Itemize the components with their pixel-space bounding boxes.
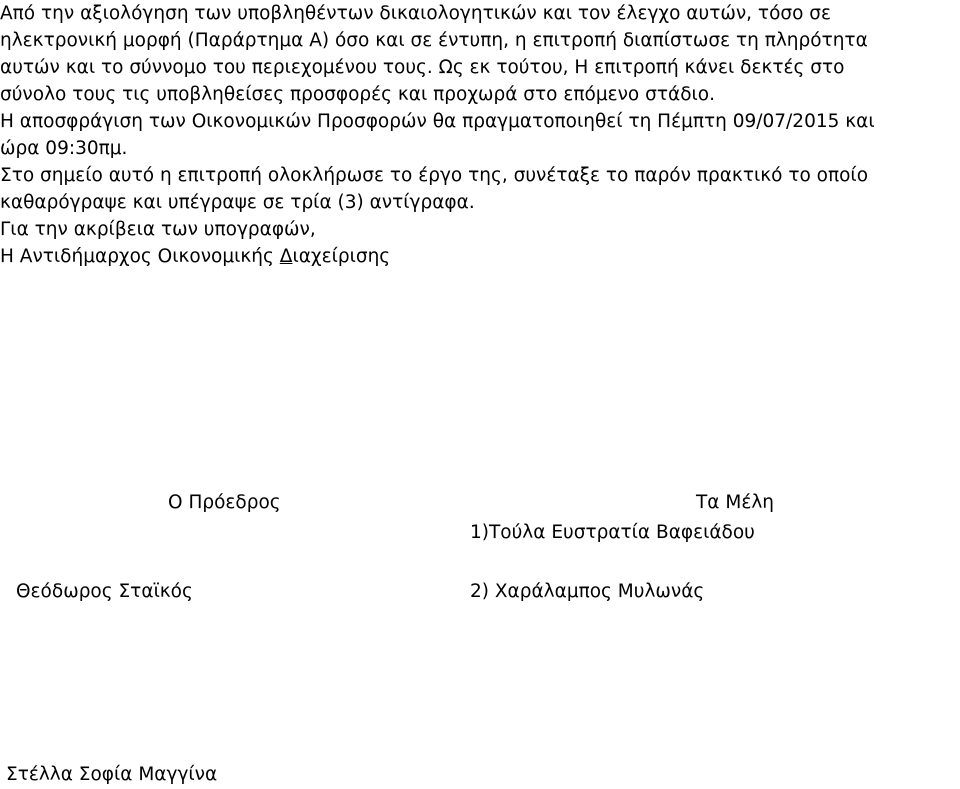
member-1-name: 1)Τούλα Ευστρατία Βαφειάδου bbox=[470, 522, 755, 543]
role-underlined-letter: Δ bbox=[279, 246, 293, 267]
certification-block bbox=[0, 216, 960, 270]
text-line: Στο σημείο αυτό η επιτροπή ολοκλήρωσε το έργο της, συνέταξε το παρόν πρακτικό το οποίο bbox=[0, 165, 869, 186]
president-name: Θεόδωρος Σταϊκός bbox=[16, 581, 193, 602]
text-line: Η αποσφράγιση των Οικονομικών Προσφορών θα πραγματοποιηθεί τη Πέμπτη 09/07/2015 και bbox=[0, 111, 875, 132]
member-2-name: 2) Χαράλαμπος Μυλωνάς bbox=[470, 581, 705, 602]
president-title: Ο Πρόεδρος bbox=[168, 492, 281, 513]
role-prefix: Η Αντιδήμαρχος Οικονομικής bbox=[0, 246, 280, 267]
paragraph-completion bbox=[0, 162, 960, 216]
text-line: ώρα 09:30πμ. bbox=[0, 138, 128, 159]
certifier-name: Στέλλα Σοφία Μαγγίνα bbox=[6, 764, 218, 785]
text-line: αυτών και το σύννομο του περιεχομένου τους. Ως εκ τούτου, Η επιτροπή κάνει δεκτές στο bbox=[0, 57, 845, 78]
text-line: ηλεκτρονική μορφή (Παράρτημα Α) όσο και σε έντυπη, η επιτροπή διαπίστωσε τη πληρότητα bbox=[0, 30, 868, 51]
certification-role bbox=[0, 243, 960, 270]
text-line: καθαρόγραψε και υπέγραψε σε τρία (3) αντίγραφα. bbox=[0, 192, 475, 213]
members-title: Τα Μέλη bbox=[696, 492, 775, 513]
paragraph-evaluation bbox=[0, 0, 960, 108]
paragraph-unsealing bbox=[0, 108, 960, 162]
role-suffix: ιαχείρισης bbox=[292, 246, 391, 267]
certification-line: Για την ακρίβεια των υπογραφών, bbox=[0, 219, 316, 240]
text-line: σύνολο τους τις υποβληθείσες προσφορές και προχωρά στο επόμενο στάδιο. bbox=[0, 84, 715, 105]
text-line: Από την αξιολόγηση των υποβληθέντων δικαιολογητικών και τον έλεγχο αυτών, τόσο σε bbox=[0, 3, 832, 24]
